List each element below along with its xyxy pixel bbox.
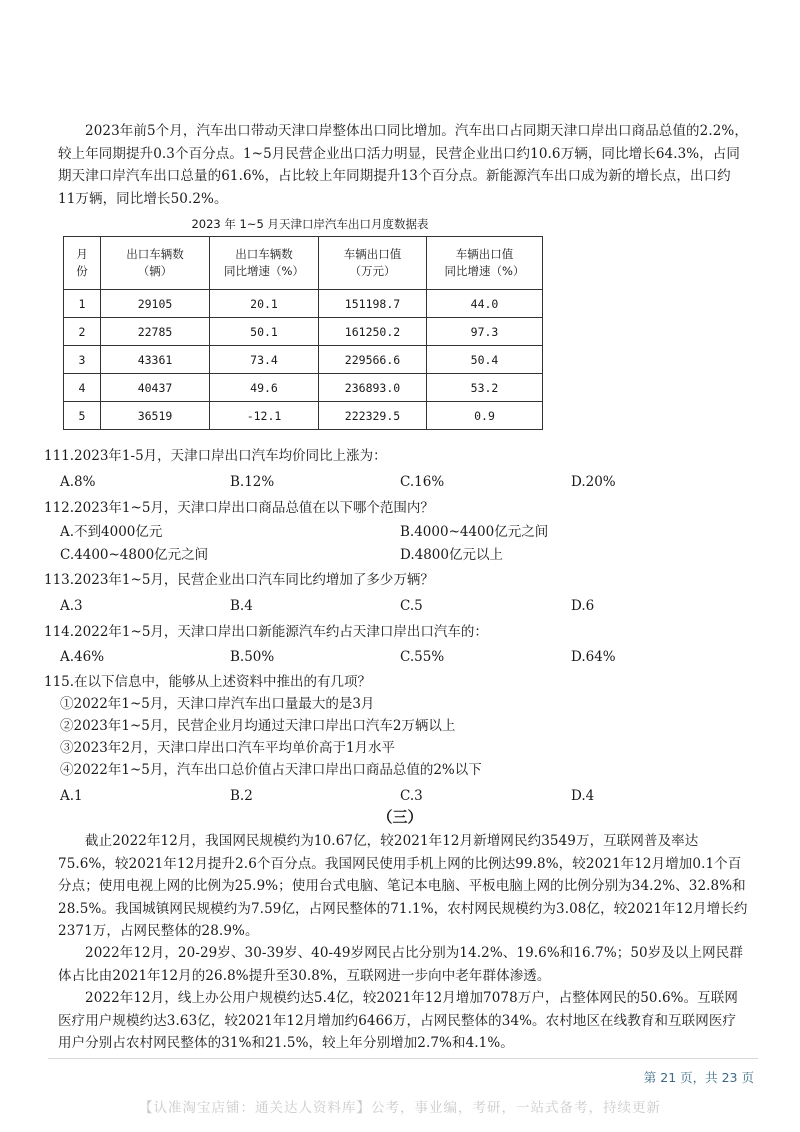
question-115-option-b: B.2 <box>230 788 253 804</box>
question-111-stem: 111.2023年1-5月，天津口岸出口汽车均价同比上涨为： <box>44 448 387 464</box>
table-header-cell: 车辆出口值 同比增速（%） <box>427 237 543 290</box>
table-cell: 229566.6 <box>319 346 427 374</box>
table-header-cell: 月 份 <box>64 237 101 290</box>
question-115-item-1: ①2022年1~5月，天津口岸汽车出口量最大的是3月 <box>60 696 375 712</box>
table-row <box>64 290 543 318</box>
table-cell: 0.9 <box>427 402 543 430</box>
question-114-stem: 114.2022年1~5月，天津口岸出口新能源汽车约占天津口岸出口汽车的： <box>44 624 488 640</box>
question-111-option-b: B.12% <box>230 474 275 490</box>
question-111-option-d: D.20% <box>571 474 616 490</box>
question-112-option-b: B.4000~4400亿元之间 <box>400 524 549 540</box>
question-112-option-a: A.不到4000亿元 <box>60 524 163 540</box>
question-113-option-d: D.6 <box>571 598 595 614</box>
question-111-option-a: A.8% <box>60 474 96 490</box>
table-cell: 236893.0 <box>319 374 427 402</box>
question-115-item-2: ②2023年1~5月，民营企业月均通过天津口岸出口汽车2万辆以上 <box>60 718 456 734</box>
table-cell: 49.6 <box>210 374 319 402</box>
table-cell: 44.0 <box>427 290 543 318</box>
question-113-option-a: A.3 <box>60 598 83 614</box>
question-115-stem: 115.在以下信息中，能够从上述资料中推出的有几项？ <box>44 674 372 690</box>
question-113-option-c: C.5 <box>400 598 423 614</box>
question-115-option-d: D.4 <box>571 788 595 804</box>
table-cell: 1 <box>64 290 101 318</box>
table-cell: 22785 <box>101 318 210 346</box>
question-115-item-4: ④2022年1~5月，汽车出口总价值占天津口岸出口商品总值的2%以下 <box>60 762 482 778</box>
table-header-cell: 车辆出口值 （万元） <box>319 237 427 290</box>
question-111-option-c: C.16% <box>400 474 445 490</box>
table-header-cell: 出口车辆数 （辆） <box>101 237 210 290</box>
table-cell: 36519 <box>101 402 210 430</box>
table-cell: 29105 <box>101 290 210 318</box>
table-header-row <box>64 237 543 290</box>
watermark-text: 【认准淘宝店铺：通关达人资料库】公考，事业编，考研，一站式备考，持续更新 <box>139 1100 661 1116</box>
table-row <box>64 318 543 346</box>
table-cell: 161250.2 <box>319 318 427 346</box>
page-number: 第 21 页，共 23 页 <box>643 1070 754 1085</box>
table-cell: 50.4 <box>427 346 543 374</box>
table-row <box>64 346 543 374</box>
section-title: （三） <box>377 808 423 826</box>
question-115-option-c: C.3 <box>400 788 423 804</box>
table-cell: -12.1 <box>210 402 319 430</box>
question-112-stem: 112.2023年1~5月，天津口岸出口商品总值在以下哪个范围内？ <box>44 500 434 516</box>
question-114-option-c: C.55% <box>400 649 445 665</box>
table-title: 2023 年 1~5 月天津口岸汽车出口月度数据表 <box>191 217 429 231</box>
table-cell: 43361 <box>101 346 210 374</box>
table-cell: 151198.7 <box>319 290 427 318</box>
table-cell: 2 <box>64 318 101 346</box>
table-row <box>64 402 543 430</box>
question-114-option-d: D.64% <box>571 649 616 665</box>
table-cell: 4 <box>64 374 101 402</box>
question-112-option-c: C.4400~4800亿元之间 <box>60 547 209 563</box>
section3-paragraph-1: 截止2022年12月，我国网民规模约为10.67亿，较2021年12月新增网民约3549万，互联网普及率达75.6%，较2021年12月提升2.6个百分点。我国网民使用手机上网的比例达99.8%，较2021年12月增加0.1个百分点；使用电视上网的比例为25.9%；使用台式电脑、笔记本电脑、平板电脑上网的比例分别为34.2%、32.8%和28.5%。我国城镇网民规模约为7.59亿，占网民整体的71.1%，农村网民规模约为3.08亿，较2021年12月增长约2371万，占网民整体的28.9%。 <box>58 833 748 939</box>
table-cell: 222329.5 <box>319 402 427 430</box>
table-cell: 3 <box>64 346 101 374</box>
table-cell: 5 <box>64 402 101 430</box>
question-113-option-b: B.4 <box>230 598 253 614</box>
question-114-option-a: A.46% <box>60 649 105 665</box>
table-header-cell: 出口车辆数 同比增速（%） <box>210 237 319 290</box>
section3-paragraph-2: 2022年12月，20-29岁、30-39岁、40-49岁网民占比分别为14.2%、19.6%和16.7%；50岁及以上网民群体占比由2021年12月的26.8%提升至30.8%，互联网进一步向中老年群体渗透。 <box>58 945 743 984</box>
footer-divider <box>48 1058 758 1059</box>
question-115-option-a: A.1 <box>60 788 83 804</box>
table-cell: 53.2 <box>427 374 543 402</box>
table-cell: 50.1 <box>210 318 319 346</box>
intro-paragraph: 2023年前5个月，汽车出口带动天津口岸整体出口同比增加。汽车出口占同期天津口岸出口商品总值的2.2%，较上年同期提升0.3个百分点。1~5月民营企业出口活力明显，民营企业出口约10.6万辆，同比增长64.3%，占同期天津口岸汽车出口总量的61.6%，占比较上年同期提升13个百分点。新能源汽车出口成为新的增长点，出口约11万辆，同比增长50.2%。 <box>58 123 748 207</box>
question-115-item-3: ③2023年2月，天津口岸出口汽车平均单价高于1月水平 <box>60 740 396 756</box>
question-113-stem: 113.2023年1~5月，民营企业出口汽车同比约增加了多少万辆？ <box>44 572 434 588</box>
question-112-option-d: D.4800亿元以上 <box>400 547 503 563</box>
table-cell: 20.1 <box>210 290 319 318</box>
table-cell: 73.4 <box>210 346 319 374</box>
table-cell: 97.3 <box>427 318 543 346</box>
table-row <box>64 374 543 402</box>
export-data-table <box>63 236 543 430</box>
table-cell: 40437 <box>101 374 210 402</box>
question-114-option-b: B.50% <box>230 649 275 665</box>
section3-paragraph-3: 2022年12月，线上办公用户规模约达5.4亿，较2021年12月增加7078万户，占整体网民的50.6%。互联网医疗用户规模约达3.63亿，较2021年12月增加约6466万，占网民整体的34%。农村地区在线教育和互联网医疗用户分别占农村网民整体的31%和21.5%，较上年分别增加2.7%和4.1%。 <box>58 990 738 1051</box>
